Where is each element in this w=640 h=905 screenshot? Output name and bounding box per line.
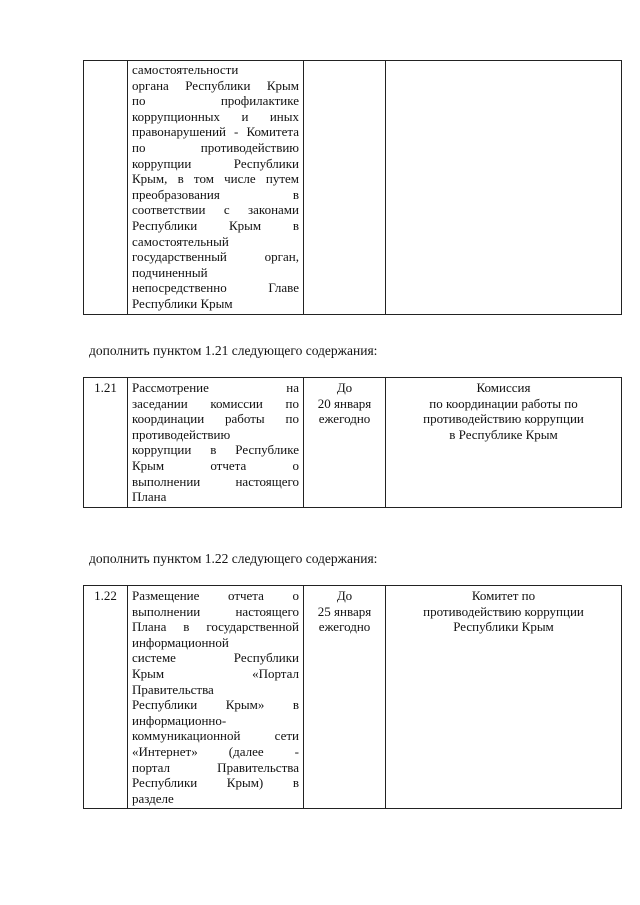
plan-table-continued: [83, 60, 622, 315]
item-number-cell: 1.21: [84, 378, 128, 508]
responsible-line: противодействию коррупции: [423, 411, 584, 427]
plan-table-item-1-22: [83, 585, 622, 809]
description-line: Рассмотрение на: [132, 380, 299, 395]
description-line: заседании комиссии по: [132, 395, 299, 411]
deadline-line: 20 января: [317, 395, 372, 411]
responsible-line: Комиссия: [476, 380, 531, 395]
description-line: подчиненный: [132, 264, 208, 280]
table-row: [84, 586, 622, 809]
responsible-cell: [386, 586, 622, 809]
description-line: Плана в государственной: [132, 619, 299, 635]
description-line: Республики Крым) в: [132, 775, 299, 791]
deadline-cell: [304, 378, 386, 508]
plan-table-item-1-21: [83, 377, 622, 508]
description-line: Крым, в том числе путем: [132, 171, 299, 187]
description-line: коррупции Республики: [132, 155, 299, 171]
description-line: Размещение отчета о: [132, 588, 299, 603]
description-line: по противодействию: [132, 139, 299, 155]
description-line: координации работы по: [132, 411, 299, 427]
item-description-cell: [128, 586, 304, 809]
description-line: информационной: [132, 634, 229, 650]
table-row: [84, 378, 622, 508]
deadline-line: 25 января: [317, 603, 372, 619]
description-line: Республики Крым» в: [132, 697, 299, 713]
amendment-intro-1-21: дополнить пунктом 1.21 следующего содержания:: [89, 343, 378, 358]
deadline-line: До: [336, 380, 353, 395]
item-number-cell: [84, 61, 128, 315]
description-line: выполнении настоящего: [132, 473, 299, 489]
description-line: коррупции в Республике: [132, 442, 299, 458]
table-row: [84, 61, 622, 315]
description-line: противодействию: [132, 426, 231, 442]
description-line: портал Правительства: [132, 759, 299, 775]
item-description-cell: [128, 61, 304, 315]
deadline-line: ежегодно: [318, 619, 371, 635]
responsible-line: противодействию коррупции: [423, 603, 584, 619]
description-line: Республики Крым: [132, 295, 233, 311]
description-line: Крым отчета о: [132, 457, 299, 473]
description-line: самостоятельный: [132, 233, 229, 249]
description-line: Республики Крым в: [132, 217, 299, 233]
description-line: преобразования в: [132, 186, 299, 202]
description-line: разделе: [132, 790, 174, 806]
item-description-cell: [128, 378, 304, 508]
responsible-cell: [386, 378, 622, 508]
description-line: соответствии с законами: [132, 202, 299, 218]
deadline-line: До: [336, 588, 353, 603]
description-line: самостоятельности: [132, 62, 239, 77]
description-line: непосредственно Главе: [132, 280, 299, 296]
description-line: коррупционных и иных: [132, 108, 299, 124]
description-line: правонарушений - Комитета: [132, 124, 299, 140]
description-line: Правительства: [132, 681, 214, 697]
description-line: органа Республики Крым: [132, 77, 299, 93]
responsible-line: по координации работы по: [429, 395, 578, 411]
item-number-cell: 1.22: [84, 586, 128, 809]
deadline-cell: [304, 61, 386, 315]
responsible-line: Республики Крым: [453, 619, 554, 635]
responsible-line: Комитет по: [471, 588, 536, 603]
description-line: информационно-: [132, 712, 227, 728]
deadline-cell: [304, 586, 386, 809]
amendment-intro-1-22: дополнить пунктом 1.22 следующего содержания:: [89, 551, 378, 566]
description-line: Крым «Портал: [132, 665, 299, 681]
description-line: системе Республики: [132, 650, 299, 666]
description-line: государственный орган,: [132, 249, 299, 265]
deadline-line: ежегодно: [318, 411, 371, 427]
responsible-cell: [386, 61, 622, 315]
description-line: Плана: [132, 489, 167, 505]
description-line: коммуникационной сети: [132, 728, 299, 744]
description-line: выполнении настоящего: [132, 603, 299, 619]
description-line: «Интернет» (далее -: [132, 743, 299, 759]
description-line: по профилактике: [132, 93, 299, 109]
responsible-line: в Республике Крым: [449, 426, 558, 442]
